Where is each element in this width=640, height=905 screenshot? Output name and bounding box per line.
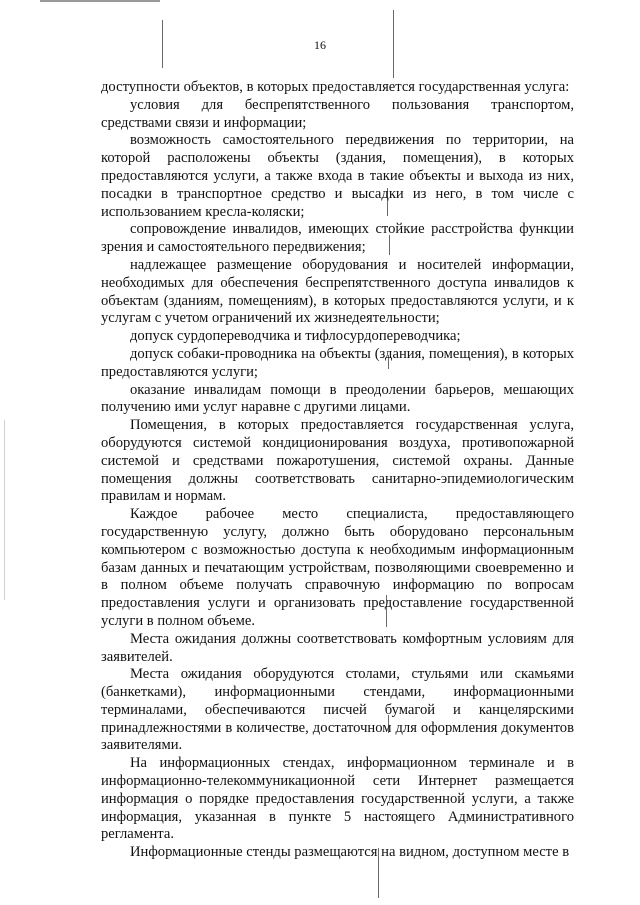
paragraph: Места ожидания оборудуются столами, стульями или скамьями (банкетками), информационными стендами, информационными терминалами, обеспечиваются писчей бумагой и канцелярскими принадлежностями в количестве, достаточном для оформления документов заявителями.	[101, 666, 574, 754]
paragraph: оказание инвалидам помощи в преодолении барьеров, мешающих получению ими услуг наравне с другими лицами.	[101, 381, 574, 416]
paragraph: Каждое рабочее место специалиста, предоставляющего государственную услугу, должно быть оборудовано персональным компьютером с возможностью доступа к необходимым информационным базам данных и печатающим устройствам, позволяющими своевременно и в полном объеме получать справочную информацию по вопросам предоставления услуги и организовать предоставление государственной услуги в полном объеме.	[101, 506, 574, 629]
paragraph: возможность самостоятельного передвижения по территории, на которой расположены объекты (здания, помещения), в которых предоставляются услуги, а также входа в такие объекты и выхода из них, посадки в транспортное средство и высадки из него, в том числе с использованием кресла-коляски;	[101, 132, 574, 220]
paragraph: допуск сурдопереводчика и тифлосурдопереводчика;	[130, 328, 461, 345]
paragraph: Места ожидания должны соответствовать комфортным условиям для заявителей.	[101, 630, 574, 665]
page-number: 16	[314, 38, 326, 52]
paragraph: допуск собаки-проводника на объекты (здания, помещения), в которых предоставляются услуги;	[101, 345, 574, 380]
paragraph: Информационные стенды размещаются на видном, доступном месте в	[130, 844, 570, 861]
scan-edge-line	[40, 0, 160, 2]
paragraph-continuation: доступности объектов, в которых предоставляется государственная услуга:	[101, 79, 570, 95]
scan-artifact-line	[4, 420, 5, 600]
paragraph: сопровождение инвалидов, имеющих стойкие расстройства функции зрения и самостоятельного передвижения;	[101, 221, 574, 256]
paragraph: На информационных стендах, информационном терминале и в информационно-телекоммуникационной сети Интернет размещается информация о порядке предоставления государственной услуги, а также информация, указанная в пункте 5 настоящего Административного регламента.	[101, 755, 574, 843]
document-body	[101, 79, 574, 862]
paragraph: надлежащее размещение оборудования и носителей информации, необходимых для обеспечения беспрепятственного доступа инвалидов к объектам (зданиям, помещениям), в которых предоставляются услуги, и к услугам с учетом ограничений их жизнедеятельности;	[101, 256, 574, 327]
paragraph: Помещения, в которых предоставляется государственная услуга, оборудуются системой кондиционирования воздуха, противопожарной системой и средствами пожаротушения, системой охраны. Данные помещения должны соответствовать санитарно-эпидемиологическим правилам и нормам.	[101, 417, 574, 505]
paragraph: условия для беспрепятственного пользования транспортом, средствами связи и информации;	[101, 96, 574, 131]
